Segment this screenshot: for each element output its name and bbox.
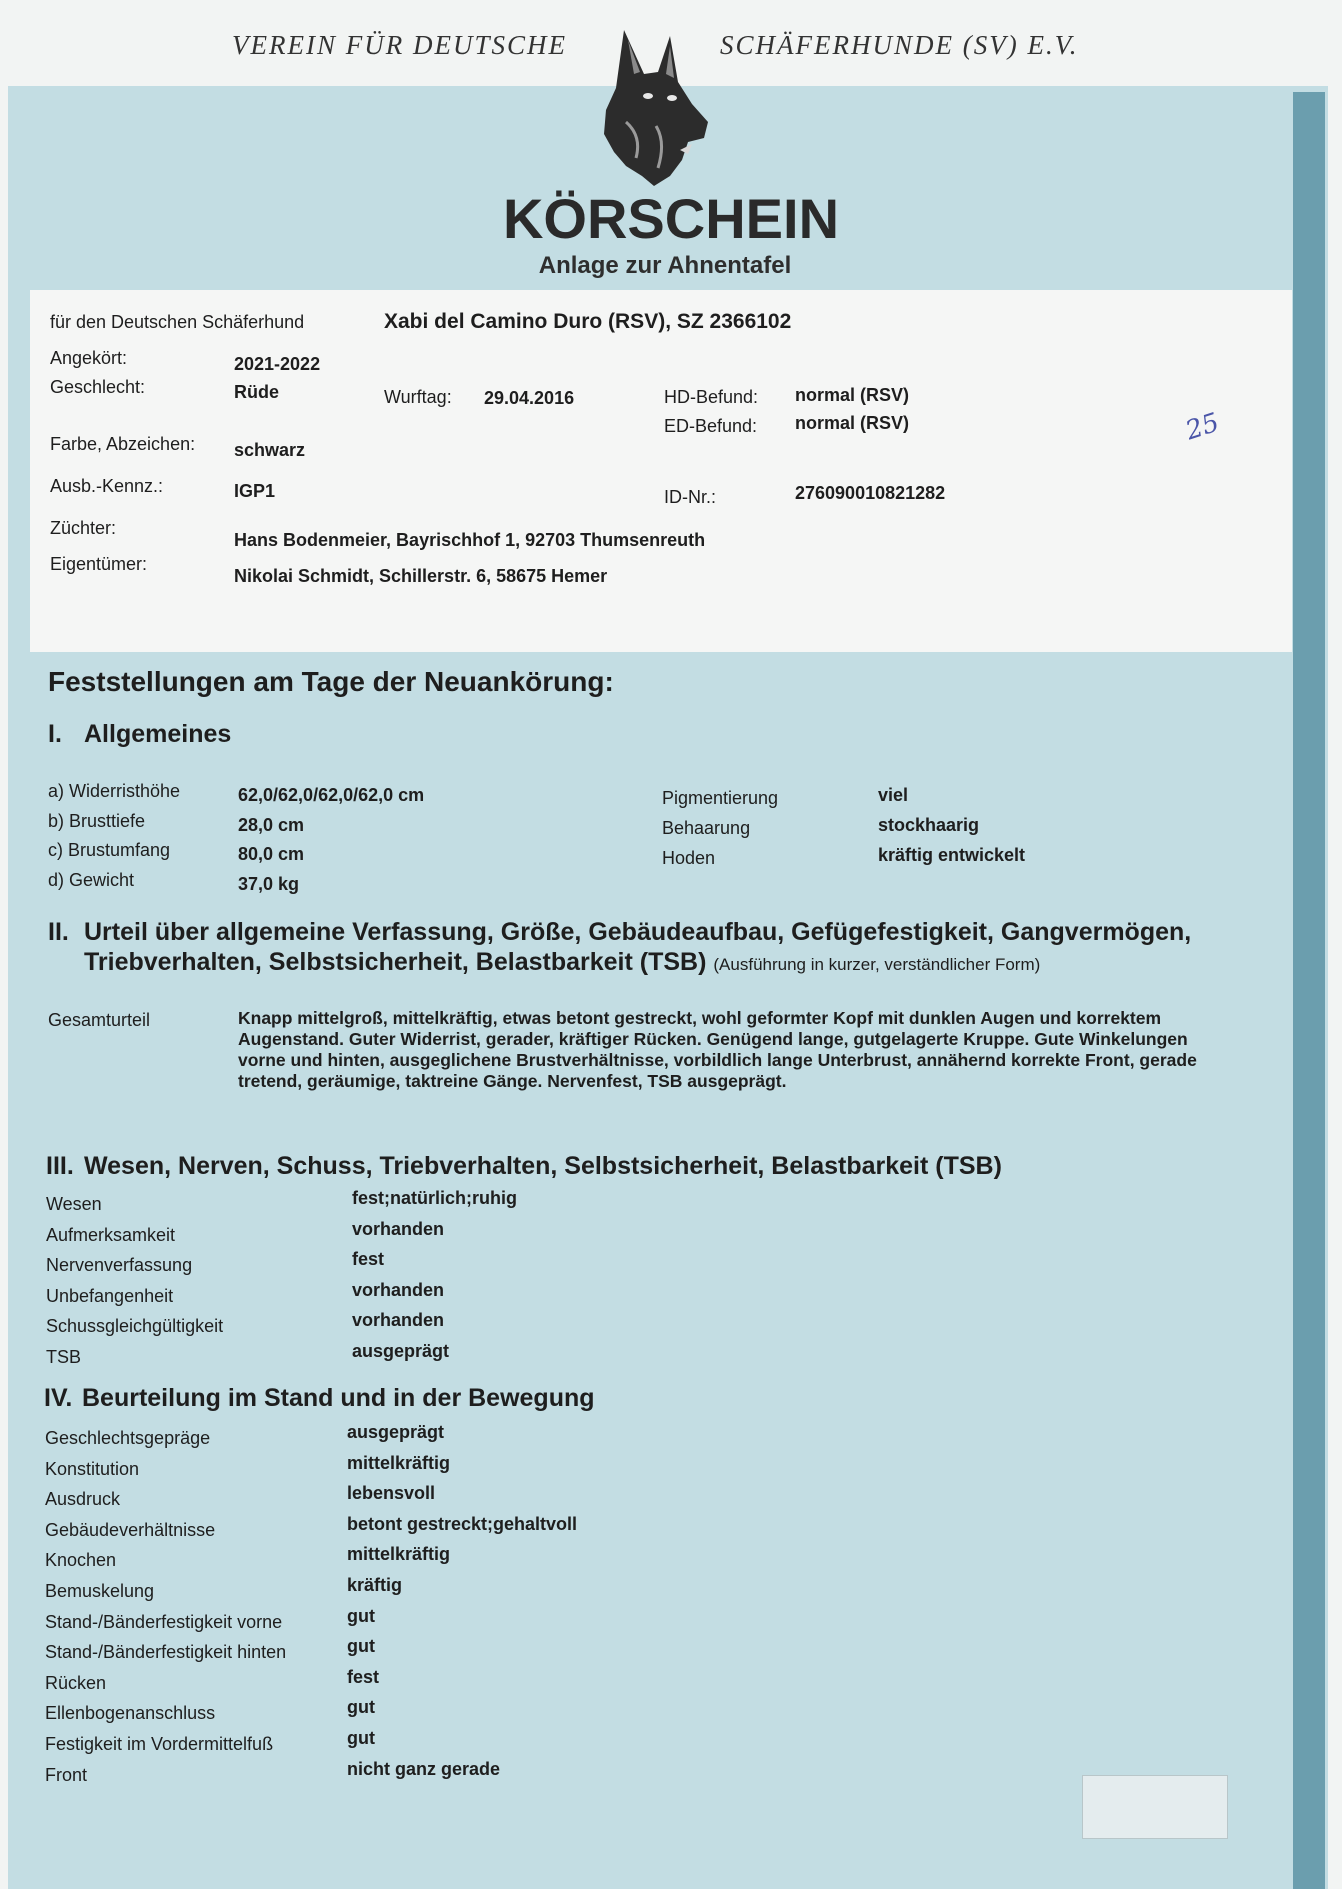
row-label: Unbefangenheit (46, 1285, 174, 1306)
row-label: Front (45, 1764, 88, 1785)
row-value: vorhanden (352, 1310, 445, 1330)
row-value: ausgeprägt (352, 1340, 450, 1361)
row-label: Behaarung (662, 818, 751, 838)
row-label: Schussgleichgültigkeit (46, 1316, 224, 1336)
row-value: gut (347, 1697, 375, 1718)
row-label: Wesen (46, 1194, 102, 1214)
row-value: 80,0 cm (238, 844, 305, 864)
row-label: Pigmentierung (662, 788, 779, 808)
row-label: Konstitution (45, 1458, 140, 1479)
row-value: fest (347, 1666, 380, 1687)
row-value: mittelkräftig (347, 1452, 451, 1473)
document-subtitle: Anlage zur Ahnentafel (538, 252, 792, 279)
row-label: TSB (46, 1346, 82, 1367)
german-shepherd-head-icon (596, 26, 712, 192)
id-value: 276090010821282 (795, 483, 946, 503)
row-label: Bemuskelung (45, 1581, 155, 1601)
document-title: KÖRSCHEIN (502, 187, 840, 250)
angekoert-value: 2021-2022 (234, 354, 321, 374)
section-3-number: III. (46, 1152, 74, 1180)
row-label: Knochen (45, 1550, 117, 1571)
gesamturteil-label: Gesamturteil (48, 1010, 151, 1030)
row-value: kräftig entwickelt (878, 845, 1026, 865)
section-1-title: Allgemeines (84, 720, 232, 748)
id-label: ID-Nr.: (664, 487, 716, 507)
row-value: fest;natürlich;ruhig (352, 1188, 517, 1208)
geschlecht-label: Geschlecht: (50, 377, 146, 397)
gesamturteil-text: Knapp mittelgroß, mittelkräftig, etwas betont gestreckt, wohl geformter Kopf mit dunklen Augen und korrektem Augenstand. Guter Widerrist, gerader, kräftiger Rücken. Genügend lange, gutgelagerte Kruppe. Gute Winkelungen vorne und hinten, ausgeglichene Brustverhältnisse, vorbildlich lange Unterbrust, annähernd korrekte Front, gerade tretend, geräumige, taktreine Gänge. Nervenfest, TSB ausgeprägt. (238, 1008, 1197, 1091)
row-label: Nervenverfassung (46, 1255, 193, 1275)
zuechter-value: Hans Bodenmeier, Bayrischhof 1, 92703 Thumsenreuth (234, 530, 706, 550)
intro-label: für den Deutschen Schäferhund (50, 312, 305, 332)
angekoert-label: Angekört: (50, 348, 128, 368)
ed-value: normal (RSV) (795, 413, 910, 433)
row-value: fest (352, 1249, 385, 1269)
wurftag-value: 29.04.2016 (484, 388, 575, 408)
dog-details-panel (30, 290, 1292, 652)
row-value: vorhanden (352, 1279, 445, 1300)
row-value: 37,0 kg (238, 873, 300, 894)
row-value: lebensvoll (347, 1483, 436, 1504)
row-value: stockhaarig (878, 815, 980, 835)
row-label: Geschlechtsgepräge (45, 1428, 211, 1448)
hd-value: normal (RSV) (795, 385, 910, 405)
row-value: gut (347, 1728, 375, 1748)
handwritten-note: 25 (1182, 407, 1223, 447)
row-label: d) Gewicht (48, 869, 135, 890)
edge-stripe (1293, 92, 1325, 1889)
hd-label: HD-Befund: (664, 387, 759, 407)
section-1-number: I. (48, 720, 62, 748)
section-2-title-line2-text: Triebverhalten, Selbstsicherheit, Belastbarkeit (TSB) (84, 948, 707, 976)
row-value: ausgeprägt (347, 1422, 445, 1442)
dog-name: Xabi del Camino Duro (RSV), SZ 2366102 (384, 310, 792, 333)
ausb-value: IGP1 (234, 481, 276, 501)
farbe-label: Farbe, Abzeichen: (50, 434, 196, 454)
row-label: Festigkeit im Vordermittelfuß (45, 1734, 274, 1754)
section-2-title-line1: Urteil über allgemeine Verfassung, Größe, Gebäudeaufbau, Gefügefestigkeit, Gangvermögen, (84, 918, 1192, 946)
row-value: gut (347, 1605, 375, 1626)
row-value: betont gestreckt;gehaltvoll (347, 1513, 578, 1534)
row-label: c) Brustumfang (48, 840, 171, 860)
section-2-number: II. (48, 918, 69, 946)
row-value: viel (878, 785, 909, 805)
row-value: nicht ganz gerade (347, 1758, 501, 1779)
row-label: a) Widerristhöhe (48, 781, 181, 801)
row-label: Ausdruck (45, 1489, 121, 1510)
eigentuemer-label: Eigentümer: (50, 554, 148, 574)
row-value: kräftig (347, 1575, 403, 1595)
row-label: Stand-/Bänderfestigkeit vorne (45, 1611, 283, 1632)
ed-label: ED-Befund: (664, 416, 758, 436)
row-label: Aufmerksamkeit (46, 1224, 176, 1245)
row-label: Ellenbogenanschluss (45, 1703, 216, 1724)
row-value: 62,0/62,0/62,0/62,0 cm (238, 785, 425, 805)
row-value: mittelkräftig (347, 1544, 451, 1565)
section-4-number: IV. (44, 1384, 73, 1412)
row-label: Gebäudeverhältnisse (45, 1519, 216, 1540)
org-name-left: VEREIN FÜR DEUTSCHE (232, 30, 567, 60)
stamp-area (1082, 1775, 1228, 1839)
row-value: vorhanden (352, 1218, 445, 1239)
section-2-title-line2 (84, 948, 1040, 977)
zuechter-label: Züchter: (50, 518, 117, 538)
ausb-label: Ausb.-Kennz.: (50, 476, 164, 496)
section-3-title: Wesen, Nerven, Schuss, Triebverhalten, Selbstsicherheit, Belastbarkeit (TSB) (84, 1152, 1002, 1180)
wurftag-label: Wurftag: (384, 387, 452, 407)
section-4-title: Beurteilung im Stand und in der Bewegung (82, 1384, 595, 1412)
findings-heading: Feststellungen am Tage der Neuankörung: (48, 666, 614, 697)
row-label: b) Brusttiefe (48, 810, 146, 831)
section-2-note: (Ausführung in kurzer, verständlicher Form) (713, 955, 1041, 974)
row-value: 28,0 cm (238, 814, 305, 835)
eigentuemer-value: Nikolai Schmidt, Schillerstr. 6, 58675 Hemer (234, 566, 608, 586)
row-label: Hoden (662, 848, 716, 868)
row-label: Stand-/Bänderfestigkeit hinten (45, 1642, 287, 1663)
row-label: Rücken (45, 1672, 107, 1693)
row-value: gut (347, 1636, 375, 1657)
geschlecht-value: Rüde (234, 382, 279, 402)
farbe-value: schwarz (234, 440, 306, 460)
org-name-right: SCHÄFERHUNDE (SV) E.V. (720, 30, 1079, 60)
